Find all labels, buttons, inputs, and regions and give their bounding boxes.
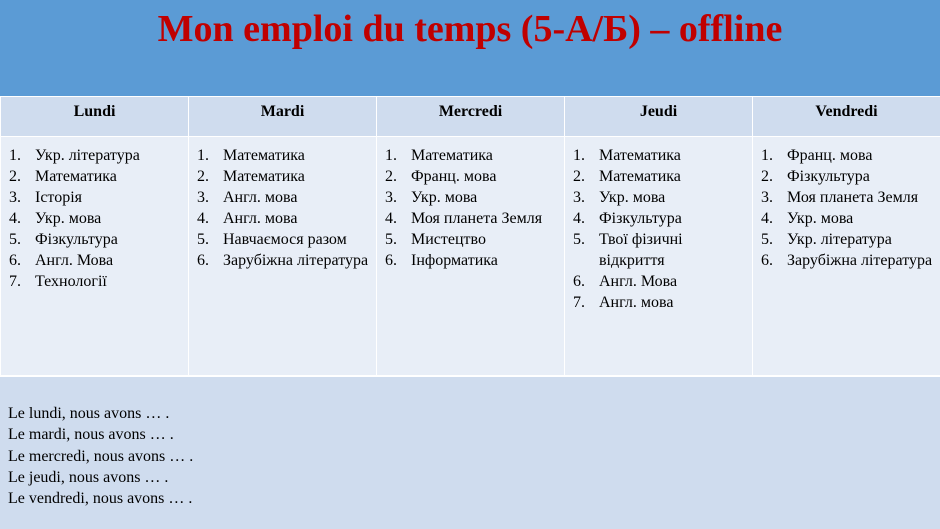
- lesson-item: [1, 229, 188, 250]
- exercise-line: Le jeudi, nous avons … .: [8, 468, 169, 486]
- day-header-vendredi: Vendredi: [753, 97, 940, 137]
- lesson-subject: Укр. мова: [35, 210, 102, 227]
- lesson-item: [565, 187, 752, 208]
- lesson-item: [565, 166, 752, 187]
- lesson-subject: Моя планета Земля: [411, 210, 543, 227]
- lesson-subject: Англ. Мова: [599, 273, 678, 290]
- day-header-mercredi: Mercredi: [377, 97, 565, 137]
- lesson-number: 4.: [197, 210, 209, 227]
- lesson-subject: Укр. література: [787, 231, 892, 248]
- lesson-number: 6.: [385, 252, 397, 269]
- lesson-item: [565, 145, 752, 166]
- lesson-item: [565, 229, 752, 271]
- lesson-subject: Англ. мова: [599, 294, 674, 311]
- exercise-lines: [8, 403, 193, 509]
- lesson-subject: Укр. мова: [599, 189, 666, 206]
- lesson-number: 4.: [9, 210, 21, 227]
- lesson-subject: Зарубіжна література: [787, 252, 933, 269]
- day-cell-jeudi: [565, 137, 753, 376]
- lesson-number: 3.: [573, 189, 585, 206]
- lesson-subject: Технології: [35, 273, 107, 290]
- lesson-subject: Фізкультура: [599, 210, 682, 227]
- lesson-list: [753, 145, 940, 271]
- lesson-subject: Математика: [35, 168, 117, 185]
- lesson-subject: Фізкультура: [35, 231, 118, 248]
- lesson-item: [377, 229, 564, 250]
- schedule-table: [0, 96, 940, 376]
- lesson-number: 1.: [761, 147, 773, 164]
- lesson-item: [1, 271, 188, 292]
- lessons-row: [1, 137, 940, 376]
- lesson-item: [189, 145, 376, 166]
- lesson-item: [753, 166, 940, 187]
- lesson-subject: Інформатика: [411, 252, 498, 269]
- lesson-number: 2.: [9, 168, 21, 185]
- lesson-item: [377, 187, 564, 208]
- lesson-number: 5.: [385, 231, 397, 248]
- lesson-subject: Математика: [599, 147, 681, 164]
- lesson-number: 5.: [761, 231, 773, 248]
- lesson-subject: Твої фізичні відкриття: [599, 231, 683, 269]
- lesson-subject: Історія: [35, 189, 83, 206]
- lesson-list: [377, 145, 564, 271]
- lesson-item: [565, 208, 752, 229]
- lesson-subject: Математика: [223, 147, 305, 164]
- page-title: Mon emploi du temps (5-А/Б) – offline: [157, 8, 783, 50]
- lesson-number: 1.: [9, 147, 21, 164]
- lesson-number: 6.: [9, 252, 21, 269]
- exercise-line: Le mardi, nous avons … .: [8, 426, 174, 444]
- day-cell-lundi: [1, 137, 189, 376]
- lesson-item: [189, 187, 376, 208]
- lesson-number: 3.: [9, 189, 21, 206]
- lesson-item: [753, 208, 940, 229]
- lesson-item: [377, 145, 564, 166]
- lesson-list: [1, 145, 188, 292]
- lesson-item: [753, 250, 940, 271]
- lesson-list: [565, 145, 752, 313]
- lesson-list: [189, 145, 376, 271]
- lesson-item: [753, 187, 940, 208]
- lesson-item: [1, 187, 188, 208]
- exercise-line: Le vendredi, nous avons … .: [8, 490, 193, 508]
- lesson-number: 6.: [573, 273, 585, 290]
- lesson-item: [1, 208, 188, 229]
- lesson-number: 2.: [573, 168, 585, 185]
- lesson-subject: Франц. мова: [787, 147, 873, 164]
- lesson-subject: Англ. Мова: [35, 252, 114, 269]
- exercise-panel: [0, 377, 940, 529]
- lesson-item: [189, 166, 376, 187]
- exercise-line: Le mercredi, nous avons … .: [8, 447, 194, 465]
- lesson-number: 1.: [385, 147, 397, 164]
- exercise-line: Le lundi, nous avons … .: [8, 405, 170, 422]
- lesson-item: [565, 271, 752, 292]
- lesson-item: [565, 292, 752, 313]
- lesson-item: [1, 250, 188, 271]
- day-cell-mardi: [189, 137, 377, 376]
- lesson-number: 3.: [197, 189, 209, 206]
- lesson-number: 4.: [385, 210, 397, 227]
- lesson-subject: Фізкультура: [787, 168, 870, 185]
- lesson-number: 2.: [761, 168, 773, 185]
- lesson-number: 3.: [385, 189, 397, 206]
- lesson-item: [753, 229, 940, 250]
- lesson-number: 4.: [761, 210, 773, 227]
- lesson-item: [377, 166, 564, 187]
- lesson-item: [189, 229, 376, 250]
- lesson-subject: Мистецтво: [411, 231, 486, 248]
- title-bar: [0, 0, 940, 96]
- lesson-number: 5.: [9, 231, 21, 248]
- day-cell-vendredi: [753, 137, 940, 376]
- lesson-number: 5.: [197, 231, 209, 248]
- lesson-item: [189, 250, 376, 271]
- lesson-subject: Математика: [599, 168, 681, 185]
- lesson-subject: Математика: [411, 147, 493, 164]
- lesson-number: 6.: [197, 252, 209, 269]
- lesson-number: 1.: [573, 147, 585, 164]
- lesson-subject: Математика: [223, 168, 305, 185]
- lesson-item: [189, 208, 376, 229]
- lesson-subject: Укр. мова: [411, 189, 478, 206]
- lesson-item: [377, 250, 564, 271]
- header-row: [1, 97, 940, 137]
- lesson-subject: Франц. мова: [411, 168, 497, 185]
- lesson-number: 7.: [9, 273, 21, 290]
- lesson-subject: Моя планета Земля: [787, 189, 919, 206]
- lesson-subject: Англ. мова: [223, 210, 298, 227]
- lesson-subject: Навчаємося разом: [223, 231, 347, 248]
- lesson-number: 2.: [197, 168, 209, 185]
- day-header-jeudi: Jeudi: [565, 97, 753, 137]
- lesson-item: [1, 145, 188, 166]
- lesson-subject: Укр. мова: [787, 210, 854, 227]
- lesson-subject: Англ. мова: [223, 189, 298, 206]
- lesson-item: [753, 145, 940, 166]
- lesson-number: 2.: [385, 168, 397, 185]
- lesson-number: 7.: [573, 294, 585, 311]
- lesson-subject: Зарубіжна література: [223, 252, 369, 269]
- lesson-number: 1.: [197, 147, 209, 164]
- day-header-mardi: Mardi: [189, 97, 377, 137]
- lesson-item: [1, 166, 188, 187]
- lesson-subject: Укр. література: [35, 147, 140, 164]
- lesson-number: 3.: [761, 189, 773, 206]
- day-cell-mercredi: [377, 137, 565, 376]
- day-header-lundi: Lundi: [1, 97, 189, 137]
- lesson-item: [377, 208, 564, 229]
- lesson-number: 6.: [761, 252, 773, 269]
- lesson-number: 4.: [573, 210, 585, 227]
- lesson-number: 5.: [573, 231, 585, 248]
